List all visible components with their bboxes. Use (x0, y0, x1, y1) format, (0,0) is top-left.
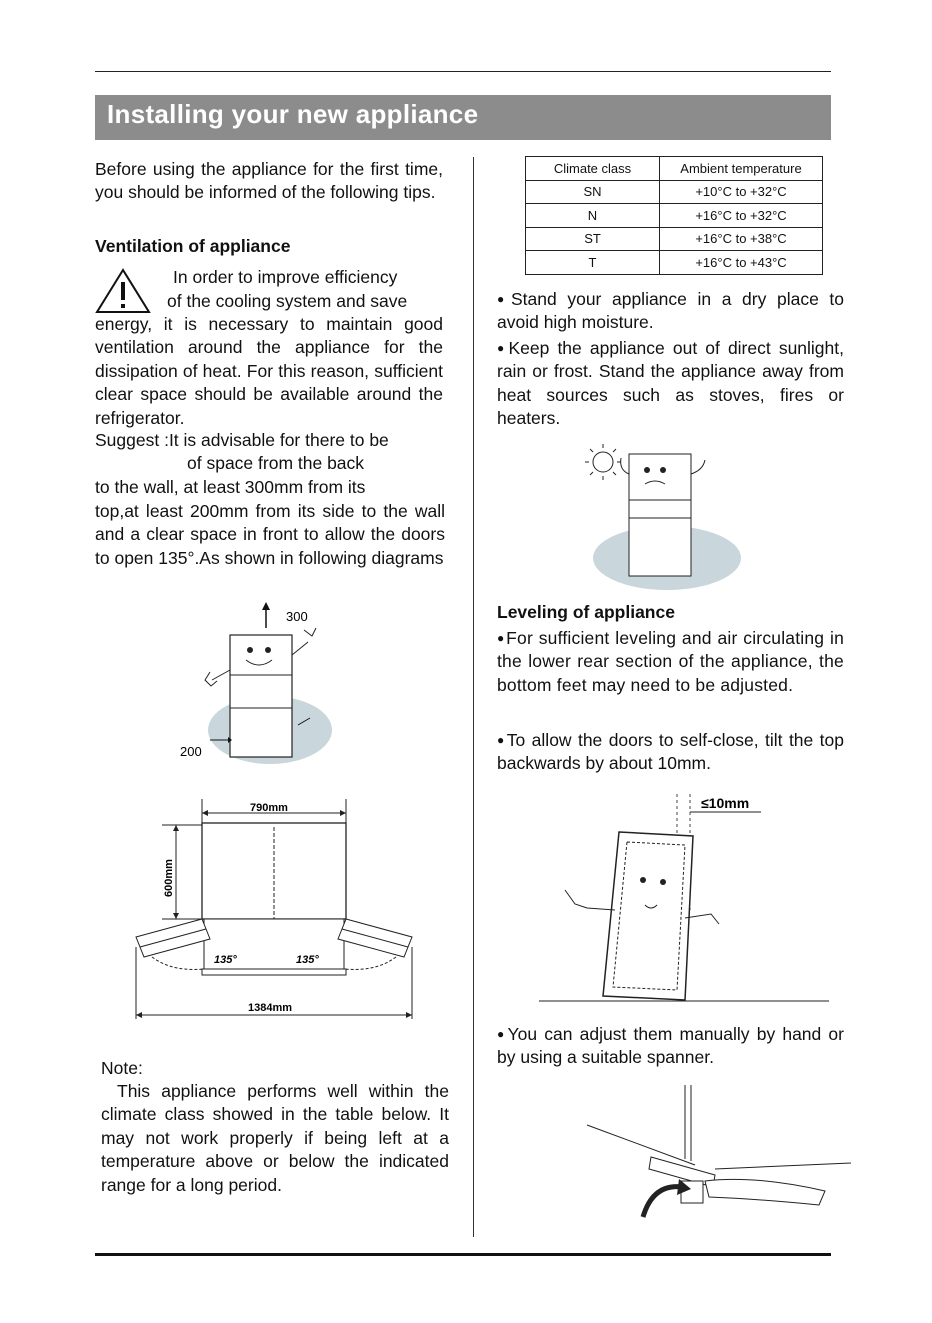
leveling-heading: Leveling of appliance (497, 602, 675, 622)
climate-table (525, 156, 823, 275)
foot-adjust-illustration (585, 1085, 853, 1233)
clearance-top-label: 300 (286, 609, 308, 624)
table-cell: ST (526, 227, 660, 251)
table-cell: T (526, 251, 660, 275)
table-header: Climate class (526, 157, 660, 181)
table-row (526, 180, 823, 204)
bullet-sunlight: ● Keep the appliance out of direct sunlight, rain or frost. Stand the appliance away from heat sources such as stoves, fires or heaters. (497, 337, 844, 431)
table-cell: +16°C to +38°C (660, 227, 823, 251)
table-cell: +10°C to +32°C (660, 180, 823, 204)
note-paragraph: This appliance performs well within the climate class showed in the table below. It may not work properly if being left at a temperature above or below the indicated range for a long period. (101, 1081, 449, 1195)
angle-left-label: 135° (214, 954, 237, 966)
bullet-tilt: ● To allow the doors to self-close, tilt the top backwards by about 10mm. (497, 729, 844, 776)
table-cell: +16°C to +32°C (660, 204, 823, 228)
width-label: 790mm (250, 802, 288, 814)
total-width-label: 1384mm (248, 1002, 293, 1014)
table-cell: SN (526, 180, 660, 204)
tilt-label: ≤10mm (701, 795, 750, 811)
warning-icon (95, 268, 151, 314)
column-divider (473, 157, 474, 1237)
bullet-leveling: ● For sufficient leveling and air circulating in the lower rear section of the appliance, the bottom feet may need to be adjusted. (497, 627, 844, 697)
table-header-row (526, 157, 823, 181)
table-cell: N (526, 204, 660, 228)
bullet-dry-place: ● Stand your appliance in a dry place to avoid high moisture. (497, 288, 844, 335)
intro-paragraph: Before using the appliance for the first time, you should be informed of the following tips. (95, 159, 443, 203)
bullet-adjust: ● You can adjust them manually by hand or by using a suitable spanner. (497, 1023, 844, 1070)
title-bar (95, 95, 831, 140)
vent-line-2: of the cooling system and save (167, 291, 408, 311)
ventilation-heading: Ventilation of appliance (95, 236, 291, 256)
table-header: Ambient temperature (660, 157, 823, 181)
sunlight-illustration (575, 440, 745, 590)
table-row (526, 204, 823, 228)
tilt-illustration (535, 790, 835, 1005)
clearance-side-label: 200 (180, 744, 202, 759)
top-rule (95, 71, 831, 72)
table-row (526, 251, 823, 275)
bottom-rule (95, 1253, 831, 1256)
clearance-diagram (180, 600, 350, 775)
door-opening-diagram (132, 797, 417, 1025)
vent-paragraph: energy, it is necessary to maintain good ventilation around the appliance for the dissipation of heat. For this reason, sufficient clear space should be available around the refrigerator. (95, 314, 443, 428)
angle-right-label: 135° (296, 954, 319, 966)
vent-line-1: In order to improve efficiency (173, 267, 398, 287)
depth-label: 600mm (163, 859, 175, 897)
suggest-paragraph: top,at least 200mm from its side to the wall and a clear space in front to allow the doors to open 135°.As shown in following diagrams (95, 501, 445, 568)
suggest-line-3: to the wall, at least 300mm from its (95, 477, 366, 497)
suggest-line-2: of space from the back (187, 453, 365, 473)
table-cell: +16°C to +43°C (660, 251, 823, 275)
note-heading: Note: (101, 1058, 143, 1078)
table-row (526, 227, 823, 251)
suggest-line-1: Suggest :It is advisable for there to be (95, 430, 389, 450)
page-title: Installing your new appliance (107, 99, 479, 129)
